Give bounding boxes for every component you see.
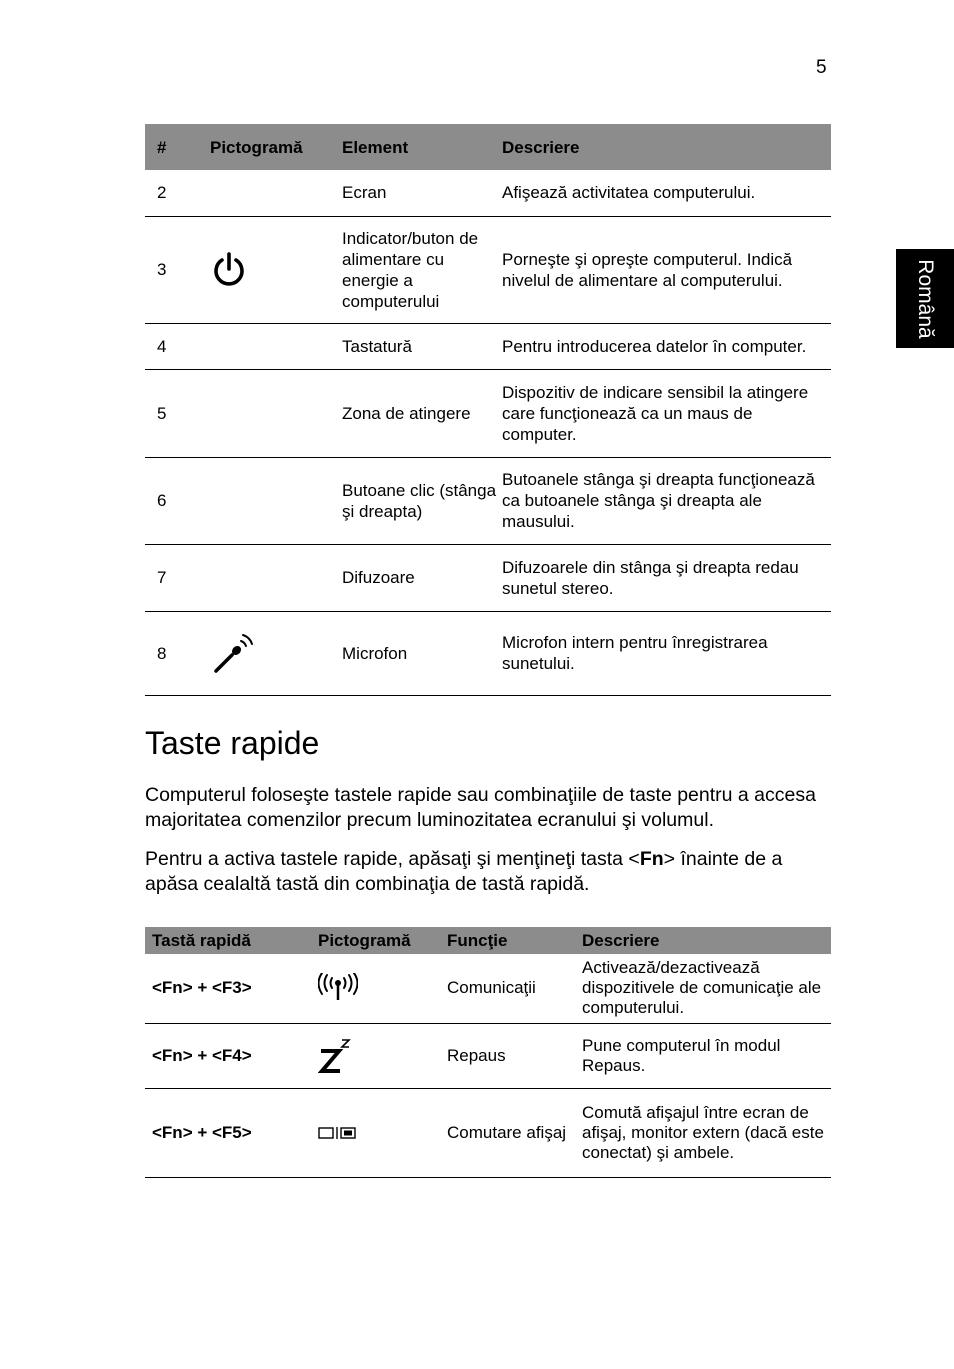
- row-description: Afişează activitatea computerului.: [502, 183, 756, 203]
- row-description: Pune computerul în modul Repaus.: [582, 1035, 781, 1075]
- row-description: Activează/dezactivează dispozitivele de comunicaţie ale computerului.: [582, 958, 822, 1018]
- row-element: Indicator/buton de alimentare cu energie a computerului: [342, 228, 479, 311]
- row-icon-empty: [210, 544, 342, 611]
- header-element: Element: [342, 137, 409, 157]
- row-function: Comutare afişaj: [447, 1122, 567, 1142]
- power-icon: [210, 216, 342, 323]
- row-icon-empty: [210, 323, 342, 369]
- row-description: Comută afişajul între ecran de afişaj, monitor extern (dacă este conectat) şi ambele.: [582, 1102, 824, 1162]
- row-element: Ecran: [342, 183, 387, 203]
- table-row: [145, 1088, 831, 1177]
- row-function: Comunicaţii: [447, 978, 536, 998]
- header-number: #: [157, 137, 167, 157]
- row-hotkey: <Fn> + <F4>: [152, 1045, 252, 1065]
- row-description: Dispozitiv de indicare sensibil la atingere care funcţionează ca un maus de computer.: [502, 382, 809, 444]
- header-icon: Pictogramă: [318, 930, 411, 950]
- row-hotkey: <Fn> + <F3>: [152, 978, 252, 998]
- row-element: Butoane clic (stânga şi dreapta): [342, 480, 497, 521]
- header-description: Descriere: [502, 137, 580, 157]
- table-row: [145, 954, 831, 1023]
- sleep-icon: [318, 1023, 447, 1088]
- row-description: Microfon intern pentru înregistrarea sunetului.: [502, 633, 768, 673]
- instruction-text-after: > înainte de a apăsa cealaltă tastă din combinaţia de tastă rapidă.: [145, 848, 783, 895]
- table-row: [145, 369, 831, 457]
- row-function: Repaus: [447, 1045, 506, 1065]
- display-toggle-icon: [318, 1088, 447, 1177]
- header-hotkey: Tastă rapidă: [152, 930, 251, 950]
- row-number: 7: [157, 568, 167, 587]
- wireless-communication-icon: [318, 954, 447, 1023]
- instruction-paragraph: [145, 847, 835, 897]
- row-description: Pentru introducerea datelor în computer.: [502, 336, 807, 356]
- row-icon-empty: [210, 457, 342, 544]
- hotkeys-table: [145, 927, 831, 1178]
- row-description: Butoanele stânga şi dreapta funcţionează ca butoanele stânga şi dreapta ale mausului.: [502, 470, 815, 531]
- row-number: 6: [157, 491, 167, 510]
- page-number: 5: [816, 57, 827, 78]
- table-header-row: [145, 124, 831, 170]
- table-row: [145, 170, 831, 216]
- row-icon-empty: [210, 170, 342, 216]
- table-header-row: [145, 927, 831, 954]
- row-number: 3: [157, 260, 167, 279]
- row-element: Tastatură: [342, 336, 412, 356]
- instruction-text-before: Pentru a activa tastele rapide, apăsaţi şi menţineţi tasta <: [145, 848, 640, 870]
- table-row: [145, 323, 831, 369]
- microphone-icon: [210, 611, 342, 695]
- row-element: Microfon: [342, 643, 408, 663]
- row-element: Difuzoare: [342, 568, 415, 587]
- row-description: Difuzoarele din stânga şi dreapta redau sunetul stereo.: [502, 557, 799, 598]
- row-icon-empty: [210, 369, 342, 457]
- row-element: Zona de atingere: [342, 403, 471, 423]
- components-table: [145, 124, 831, 696]
- row-number: 4: [157, 336, 167, 356]
- intro-paragraph: Computerul foloseşte tastele rapide sau combinaţiile de taste pentru a accesa majoritatea comenzilor precum luminozitatea ecranului şi volumul.: [145, 784, 816, 831]
- row-number: 5: [157, 403, 167, 423]
- table-row: [145, 457, 831, 544]
- language-tab-label: Română: [914, 258, 937, 339]
- header-function: Funcţie: [447, 930, 508, 950]
- section-title: Taste rapide: [145, 725, 320, 761]
- table-row: [145, 216, 831, 323]
- table-row: [145, 611, 831, 695]
- row-number: 2: [157, 183, 167, 203]
- fn-key-label: Fn: [639, 848, 664, 870]
- language-tab: [896, 249, 954, 348]
- table-row: [145, 1023, 831, 1088]
- header-icon: Pictogramă: [210, 137, 303, 157]
- row-number: 8: [157, 643, 167, 663]
- row-hotkey: <Fn> + <F5>: [152, 1122, 252, 1142]
- table-row: [145, 544, 831, 611]
- row-description: Porneşte şi opreşte computerul. Indică nivelul de alimentare al computerului.: [502, 249, 793, 290]
- header-description: Descriere: [582, 930, 660, 950]
